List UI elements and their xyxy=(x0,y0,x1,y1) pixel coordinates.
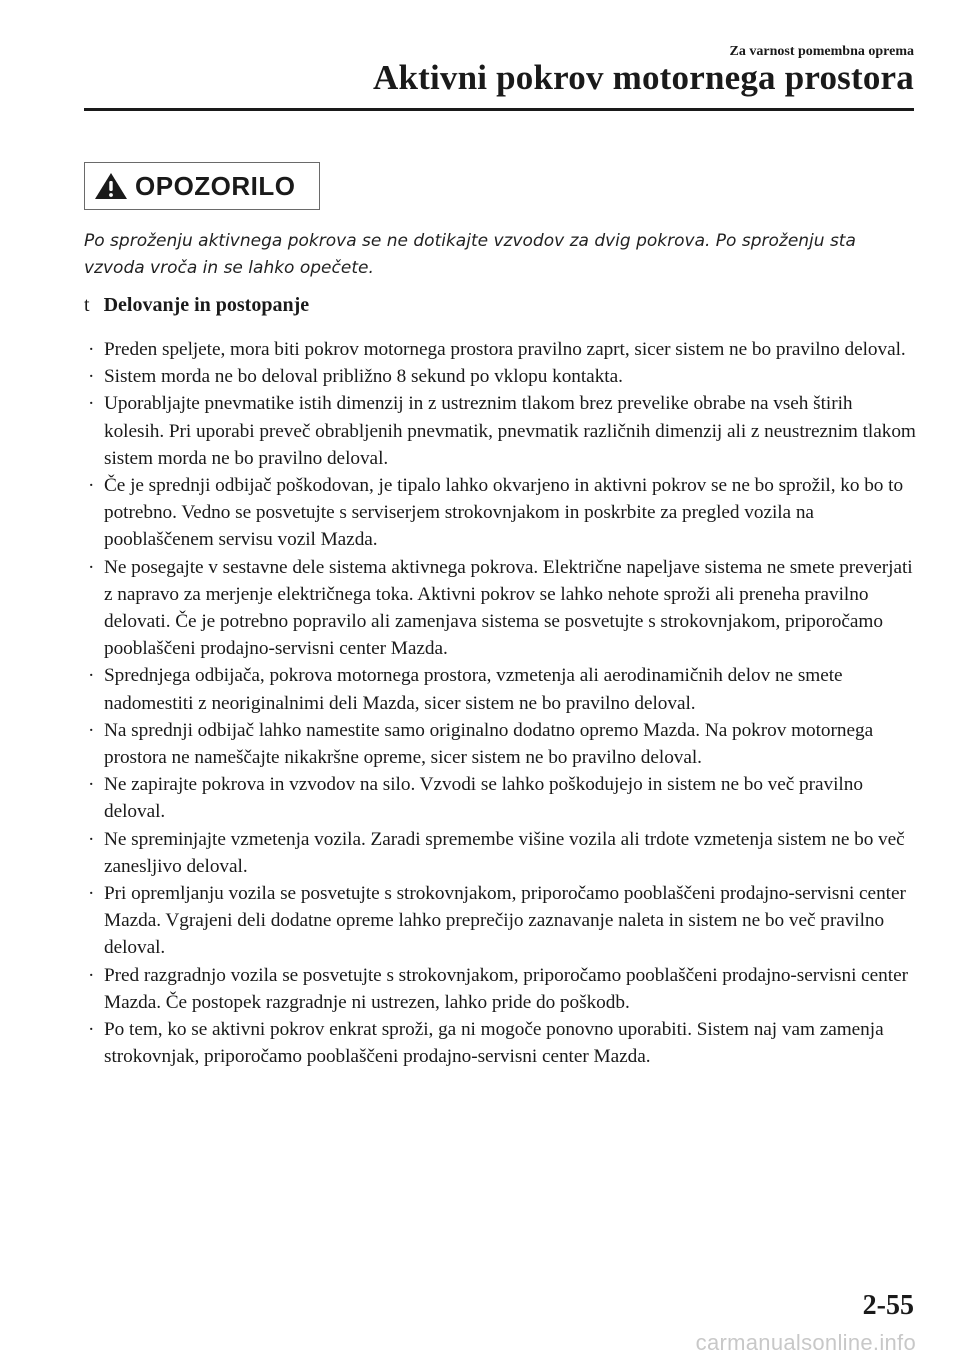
list-item-text: Po tem, ko se aktivni pokrov enkrat sproži, ga ni mogoče ponovno uporabiti. Sistem naj vam zamenja strokovnjak, priporočamo pooblaščeni prodajno-servisni center Mazda. xyxy=(104,1019,884,1068)
list-item xyxy=(88,880,916,962)
list-item-text: Ne posegajte v sestavne dele sistema aktivnega pokrova. Električne napeljave sistema ne smete preverjati z napravo za merjenje električnega toka. Aktivni pokrov se lahko nehote sproži ali preneha pravilno delovati. Če je potrebno popravilo ali zamenjava sistema se posvetujte s strokovnjakom, priporočamo pooblaščeni prodajno-servisni center Mazda. xyxy=(104,556,913,660)
list-item xyxy=(88,771,916,825)
list-item-text: Ne spreminjajte vzmetenja vozila. Zaradi spremembe višine vozila ali trdote vzmetenja sistem ne bo več zanesljivo deloval. xyxy=(104,828,905,877)
bullet-dot: · xyxy=(88,774,95,796)
bullet-dot: · xyxy=(88,883,95,905)
list-item xyxy=(88,826,916,880)
header-section: Za varnost pomembna oprema xyxy=(729,44,914,59)
list-item-text: Preden speljete, mora biti pokrov motornega prostora pravilno zaprt, sicer sistem ne bo pravilno deloval. xyxy=(104,339,906,360)
bullet-dot: · xyxy=(88,665,95,687)
warning-text: Po sproženju aktivnega pokrova se ne dotikajte vzvodov za dvig pokrova. Po sproženju sta vzvoda vroča in se lahko opečete. xyxy=(84,231,856,278)
list-item xyxy=(88,962,916,1016)
bullet-dot: · xyxy=(88,828,95,850)
list-item-text: Pred razgradnjo vozila se posvetujte s strokovnjakom, priporočamo pooblaščeni prodajno-servisni center Mazda. Če postopek razgradnje ni ustrezen, lahko pride do poškodb. xyxy=(104,964,908,1013)
page-title: Aktivni pokrov motornega prostora xyxy=(372,58,914,97)
list-item xyxy=(88,717,916,771)
page-number: 2-55 xyxy=(862,1290,914,1321)
list-item xyxy=(88,336,916,363)
bullet-dot: · xyxy=(88,475,95,497)
list-item xyxy=(88,363,916,390)
bullet-dot: · xyxy=(88,366,95,388)
list-item-text: Pri opremljanju vozila se posvetujte s strokovnjakom, priporočamo pooblaščeni prodajno-servisni center Mazda. Vgrajeni deli dodatne opreme lahko preprečijo zaznavanje naleta in sistem ne bo več pravilno deloval. xyxy=(104,883,906,959)
list-item xyxy=(88,1016,916,1070)
list-item-text: Sprednjega odbijača, pokrova motornega prostora, vzmetenja ali aerodinamičnih delov ne smete nadomestiti z neoriginalnimi deli Mazda, sicer sistem ne bo pravilno deloval. xyxy=(104,665,843,714)
header-rule xyxy=(84,108,914,111)
list-item xyxy=(88,472,916,554)
list-item-text: Ne zapirajte pokrova in vzvodov na silo. Vzvodi se lahko poškodujejo in sistem ne bo več pravilno deloval. xyxy=(104,774,863,823)
list-item-text: Uporabljajte pnevmatike istih dimenzij in z ustreznim tlakom brez prevelike obrabe na vseh štirih kolesih. Pri uporabi preveč obrabljenih pnevmatik, pnevmatik različnih dimenzij ali z neustreznim tlakom sistem morda ne bo pravilno deloval. xyxy=(104,393,916,469)
bullet-dot: · xyxy=(88,556,95,578)
section-marker: t xyxy=(84,294,90,316)
bullet-dot: · xyxy=(88,339,95,360)
bullet-dot: · xyxy=(88,719,95,741)
list-item xyxy=(88,662,916,716)
section-heading xyxy=(84,294,309,317)
warning-triangle-icon xyxy=(93,171,129,201)
warning-title: OPOZORILO xyxy=(135,170,296,201)
list-item-text: Sistem morda ne bo deloval približno 8 sekund po vklopu kontakta. xyxy=(104,366,623,388)
list-item xyxy=(88,554,916,663)
bullet-dot: · xyxy=(88,393,95,415)
warning-box xyxy=(84,162,320,210)
bullet-dot: · xyxy=(88,1019,95,1041)
list-item xyxy=(88,390,916,472)
bullet-dot: · xyxy=(88,964,95,986)
list-item-text: Če je sprednji odbijač poškodovan, je tipalo lahko okvarjeno in aktivni pokrov se ne bo sprožil, ko bo to potrebno. Vedno se posvetujte s serviserjem strokovnjakom in poskrbite za pregled vozila na pooblaščenem servisu vozil Mazda. xyxy=(104,475,904,551)
watermark: carmanualsonline.info xyxy=(695,1330,916,1355)
bullet-list xyxy=(88,336,916,1070)
list-item-text: Na sprednji odbijač lahko namestite samo originalno dodatno opremo Mazda. Na pokrov motornega prostora ne nameščajte nikakršne opreme, sicer sistem ne bo pravilno deloval. xyxy=(104,719,874,769)
section-heading-text: Delovanje in postopanje xyxy=(103,294,310,316)
